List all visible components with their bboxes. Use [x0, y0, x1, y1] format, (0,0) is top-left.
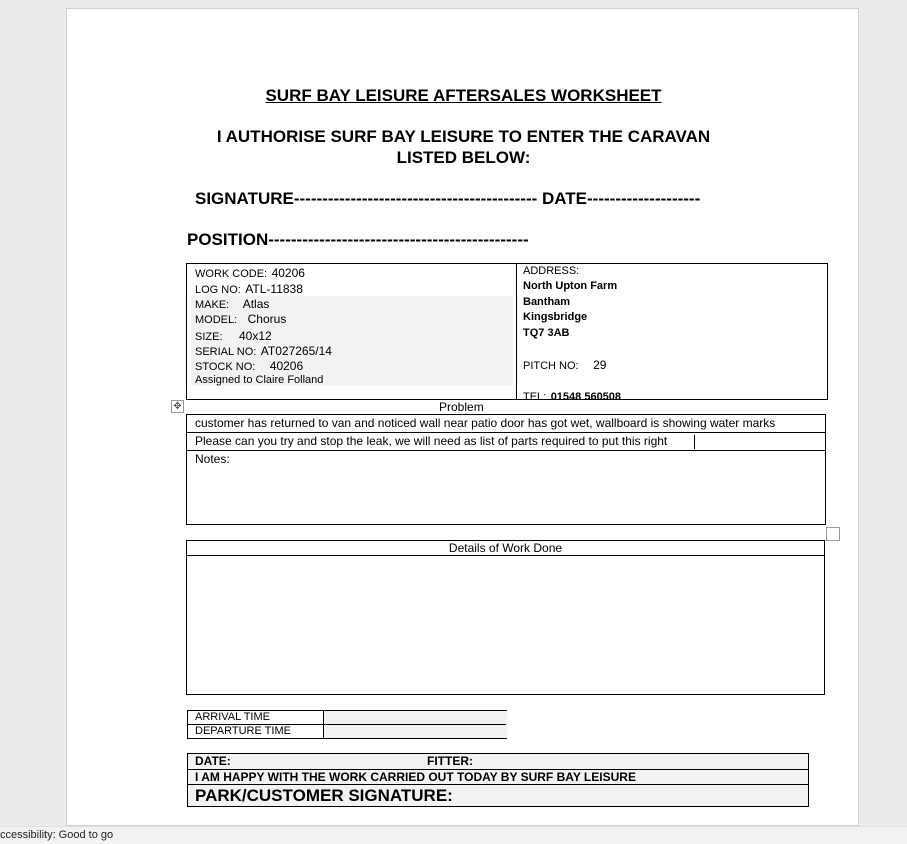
- model-row: [195, 310, 286, 328]
- problem-header: Problem: [439, 400, 484, 414]
- address-line: Kingsbridge: [523, 311, 588, 323]
- work-code-value: 40206: [271, 266, 305, 280]
- work-done-table[interactable]: [186, 540, 825, 695]
- worksheet-title: SURF BAY LEISURE AFTERSALES WORKSHEET: [265, 86, 662, 105]
- column-divider: [516, 264, 517, 399]
- accessibility-status[interactable]: ccessibility: Good to go: [0, 829, 114, 841]
- address-line: Bantham: [523, 296, 571, 308]
- authorise-line-1: I AUTHORISE SURF BAY LEISURE TO ENTER THE CARAVAN: [216, 127, 711, 146]
- make-value: Atlas: [242, 297, 270, 311]
- signature-date-line: SIGNATURE------------------------------------------- DATE--------------------: [195, 189, 701, 208]
- pitch-label: PITCH NO:: [523, 360, 579, 372]
- times-table[interactable]: [187, 710, 507, 739]
- work-done-header: Details of Work Done: [448, 541, 563, 555]
- problem-table[interactable]: [186, 414, 826, 525]
- row-divider: [187, 450, 825, 451]
- pitch-row: [523, 356, 606, 374]
- text-cursor: [694, 435, 695, 449]
- authorise-line-2: LISTED BELOW:: [396, 148, 531, 167]
- pitch-value: 29: [593, 358, 607, 372]
- fitter-label: FITTER:: [427, 754, 473, 768]
- problem-description-2[interactable]: Please can you try and stop the leak, we will need as list of parts required to put this right: [195, 434, 668, 448]
- size-value: 40x12: [238, 329, 272, 343]
- model-label: MODEL:: [195, 314, 238, 326]
- address-line: TQ7 3AB: [523, 327, 570, 339]
- assigned-to: Assigned to Claire Folland: [195, 374, 324, 386]
- work-code-label: WORK CODE:: [195, 268, 268, 280]
- serial-value: AT027265/14: [260, 344, 332, 358]
- log-no-label: LOG NO:: [195, 284, 241, 296]
- serial-label: SERIAL NO:: [195, 346, 257, 358]
- address-line: North Upton Farm: [523, 280, 618, 292]
- row-divider: [187, 555, 824, 556]
- problem-description-1[interactable]: customer has returned to van and noticed wall near patio door has got wet, wallboard is showing water marks: [195, 416, 776, 430]
- tel-label: TEL:: [523, 391, 547, 403]
- caravan-details-table[interactable]: [186, 263, 828, 403]
- position-line: POSITION----------------------------------------------: [187, 230, 529, 249]
- model-value: Chorus: [247, 312, 287, 326]
- tel-value: 01548 560508: [550, 391, 622, 403]
- stock-label: STOCK NO:: [195, 361, 256, 373]
- row-divider: [187, 432, 825, 433]
- arrival-time-label: ARRIVAL TIME: [195, 711, 270, 723]
- departure-time-label: DEPARTURE TIME: [195, 725, 291, 737]
- row-divider: [188, 784, 808, 785]
- notes-label[interactable]: Notes:: [195, 452, 230, 466]
- status-bar: [0, 826, 907, 844]
- tel-row: [523, 387, 621, 405]
- happy-statement: I AM HAPPY WITH THE WORK CARRIED OUT TODAY BY SURF BAY LEISURE: [195, 770, 636, 784]
- document-page[interactable]: [66, 8, 859, 826]
- address-label: ADDRESS:: [523, 265, 580, 277]
- table-move-handle-icon[interactable]: ✥: [171, 400, 184, 413]
- customer-signature-label: PARK/CUSTOMER SIGNATURE:: [195, 786, 453, 805]
- signoff-table[interactable]: [187, 753, 809, 807]
- stock-row: [195, 357, 303, 375]
- stock-value: 40206: [269, 359, 304, 373]
- size-label: SIZE:: [195, 331, 223, 343]
- table-resize-handle-icon[interactable]: [826, 527, 840, 541]
- date-label: DATE:: [195, 754, 231, 768]
- make-label: MAKE:: [195, 299, 230, 311]
- log-no-value: ATL-11838: [245, 282, 303, 296]
